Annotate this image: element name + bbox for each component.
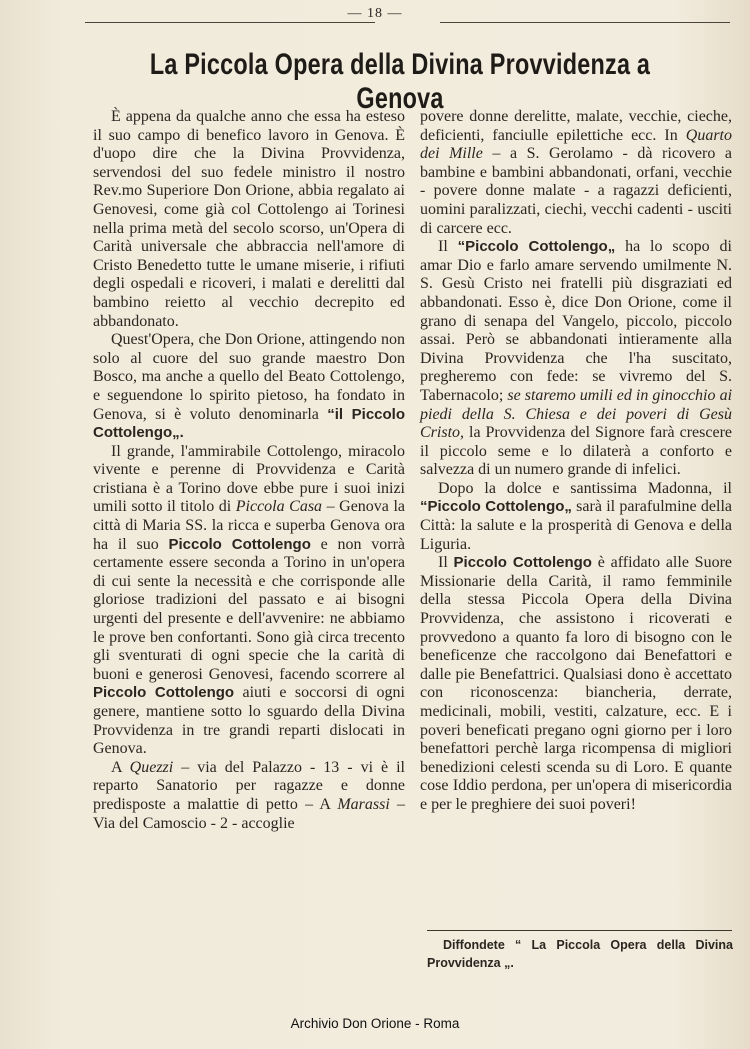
archive-label: Archivio Don Orione - Roma [290, 1016, 460, 1031]
top-rule-left [85, 22, 375, 23]
paragraph: A Quezzi – via del Palazzo - 13 - vi è il reparto Sanatorio per ragazze e donne predisposte a malattie di petto – A Marassi – Via del Camoscio - 2 - accoglie [93, 758, 406, 832]
top-rule-right [440, 22, 730, 23]
page-number: — 18 — [347, 6, 403, 21]
right-column [420, 108, 732, 815]
footnote: Diffondete “ La Piccola Opera della Divina Provvidenza „. [427, 938, 733, 970]
paragraph: Il “Piccolo Cottolengo„ ha lo scopo di amar Dio e farlo amare servendo umilmente N. S. Gesù Cristo nei fratelli più disgraziati ed abbandonati. Esso è, dice Don Orione, come il grano di senapa del Vangelo, piccolo, piccolo assai. Però se abbandonati intieramente alla Divina Provvidenza che l'ha suscitato, pregheremo con fede: se vivremo del S. Tabernacolo; se staremo umili ed in ginocchio ai piedi della S. Chiesa e dei poveri di Gesù Cristo, la Provvidenza del Signore farà crescere il piccolo seme e lo dilaterà a conforto e salvezza di un numero grande di infelici. [420, 238, 733, 479]
paragraph: Il grande, l'ammirabile Cottolengo, miracolo vivente e perenne di Provvidenza e Carità cristiana è a Torino dove ebbe pure i suoi inizi umili sotto il titolo di Piccola Casa – Genova la città di Maria SS. la ricca e superba Genova ora ha il suo Piccolo Cottolengo e non vorrà certamente essere seconda a Torino in un'opera di cui sente la necessità e che corrisponde alle gloriose tradizioni del passato e ai bisogni urgenti del presente e dell'avvenire: ne abbiamo le prove ben confortanti. Sono già circa trecento gli sventurati di ogni specie che la carità di buoni e generosi Genovesi, facendo scorrere al Piccolo Cottolengo aiuti e soccorsi di ogni genere, mantiene sotto lo sguardo della Divina Provvidenza in tre grandi reparti dislocati in Genova. [93, 442, 406, 758]
article-title: La Piccola Opera della Divina Provvidenza a Genova [149, 48, 651, 115]
left-column [93, 108, 405, 833]
paragraph: È appena da qualche anno che essa ha esteso il suo campo di benefico lavoro in Genova. È d'uopo dire che la Divina Provvidenza, servendosi del suo fedele ministro il nostro Rev.mo Superiore Don Orione, abbia regalato ai Genovesi, come già col Cottolengo ai Torinesi nella prima metà del secolo scorso, un'Opera di Carità universale che abbraccia nell'amore di Cristo Benedetto tutte le umane miserie, i rifiuti degli ospedali e ricoveri, i malati e derelitti dal bambino reietto al vecchio decrepito ed abbandonato. [93, 108, 405, 330]
paragraph: povere donne derelitte, malate, vecchie, cieche, deficienti, fanciulle epilettiche ecc. In Quarto dei Mille – a S. Gerolamo - dà ricovero a bambine e bambini abbandonati, orfani, vecchie - povere donne malate - a ragazzi deficienti, uomini paralizzati, ciechi, vecchi cadenti - usciti di carcere ecc. [420, 108, 733, 237]
paragraph: Quest'Opera, che Don Orione, attingendo non solo al cuore del suo grande maestro Don Bosco, ma anche a quello del Beato Cottolengo, e seguendone lo spirito pietoso, ha fondato in Genova, si è voluto denominarla “il Piccolo Cottolengo„. [93, 331, 405, 442]
paragraph: Dopo la dolce e santissima Madonna, il “Piccolo Cottolengo„ sarà il parafulmine della Città: la salute e la prosperità di Genova e della Liguria. [420, 479, 732, 553]
footnote-rule [427, 930, 732, 931]
paragraph: Il Piccolo Cottolengo è affidato alle Suore Missionarie della Carità, il ramo femminile della stessa Piccola Opera della Divina Provvidenza, che assistono i ricoverati e provvedono a quanto fa loro di bisogno con le beneficenze che raccolgono dai Benefattori e dalle pie Benefattrici. Qualsiasi dono è accettato con riconoscenza: biancheria, derrate, medicinali, mobili, vestiti, calzature, ecc. E i poveri beneficati pregano ogni giorno per i loro benefattori perchè larga ricompensa di migliori benedizioni celesti scenda su di Loro. E quante cose Iddio perdona, per un'opera di misericordia e per le preghiere dei suoi poveri! [420, 554, 733, 813]
